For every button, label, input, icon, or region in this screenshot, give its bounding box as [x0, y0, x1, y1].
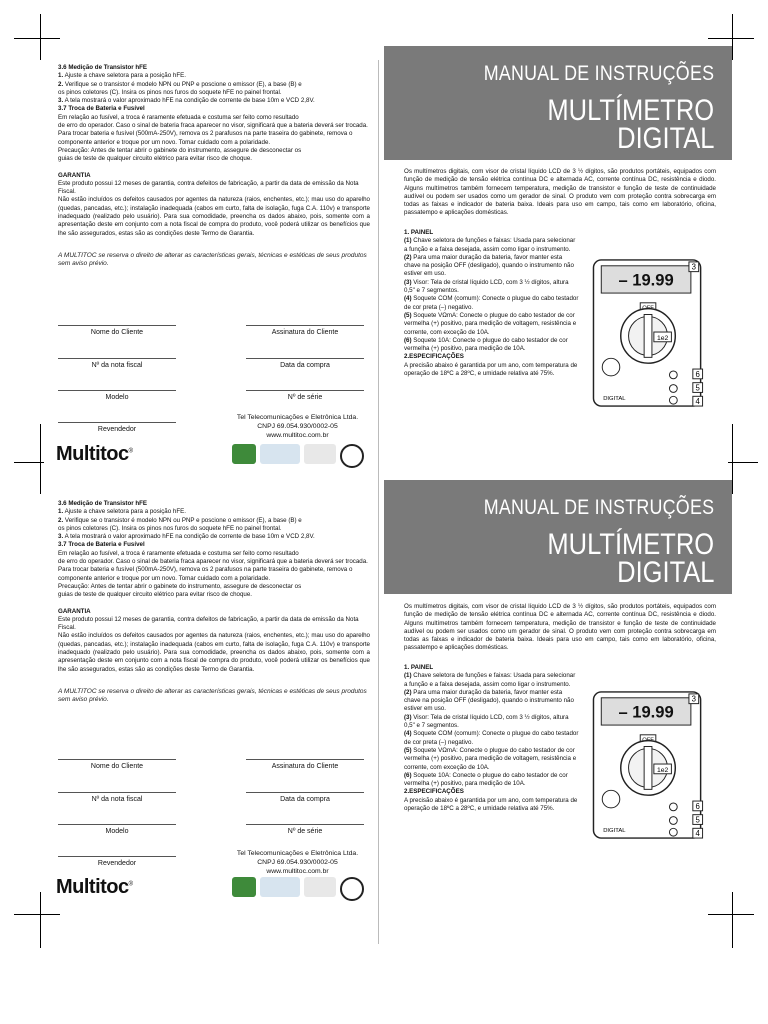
- company-site[interactable]: www.multitoc.com.br: [266, 432, 329, 439]
- crop-mark: [732, 892, 733, 948]
- field-modelo[interactable]: Modelo: [58, 824, 176, 835]
- callout-6: 6: [695, 369, 700, 379]
- battery-line: guias de teste de qualquer circuito elétrico para evitar risco de choque.: [58, 155, 252, 163]
- field-nome[interactable]: Nome do Cliente: [58, 759, 176, 770]
- panel-item: (5) Soquete VΩmA: Conecte o plugue do cabo testador de cor vermelha (+) positivo, para medição de voltagem, resistência e corrente, com exceção de 10A.: [404, 311, 577, 336]
- field-data[interactable]: Data da compra: [246, 792, 364, 803]
- intro-text: Os multímetros digitais, com visor de cristal líquido LCD de 3 ½ dígitos, são produtos portáteis, equipados com função de medição de tensão elétrica contínua DC e alternada AC, corrente contínua DC, resistência e diodo. Alguns multímetros também fornecem temperatura, medição de transistor e função de teste de continuidade audível ou podem ser usados como um gerador de sinal. O produto vem com proteção contra sobrecarga em todas as faixas e indicador de bateria baixa. Ideais para uso em campo, tais como em laboratório, oficina, passatempo e aplicações domésticas.: [404, 168, 716, 217]
- title-block: [384, 480, 732, 594]
- battery-line: Para trocar bateria e fusível (500mA-250V), remova os 2 parafusos na parte traseira do gabinete, remova o: [58, 566, 353, 574]
- transistor-step: 3. A tela mostrará o valor aproximado hFE na condição de corrente de base 10m e VCD 2,8V.: [58, 97, 315, 105]
- callout-1e2: 1e2: [656, 766, 669, 774]
- transistor-step: os pinos coletores (C). Insira os pinos nos furos do soquete hFE no painel frontal.: [58, 524, 282, 532]
- title-block: [384, 46, 732, 160]
- company-name: Tel Telecomunicações e Eletrônica Ltda.: [236, 414, 359, 421]
- battery-line: Em relação ao fusível, a troca é raramente efetuada e costuma ser feito como resultado: [58, 549, 299, 557]
- callout-3: 3: [691, 694, 696, 704]
- panel-item: (3) Visor: Tela de cristal líquido LCD, com 3 ½ dígitos, altura 0,5" e 7 segmentos.: [404, 278, 569, 295]
- disclaimer-note: A MULTITOC se reserva o direito de alterar as características gerais, técnicas e estéticas de seus produtos sem aviso prévio.: [58, 687, 367, 704]
- field-data[interactable]: Data da compra: [246, 358, 364, 369]
- product-title-line2: DIGITAL: [616, 556, 714, 589]
- panel-item: (6) Soquete 10A: Conecte o plugue do cabo testador de cor vermelha (+) positivo, para medição de 10A.: [404, 771, 568, 788]
- battery-title: 3.7 Troca de Bateria e Fusível: [58, 541, 145, 549]
- callout-4: 4: [695, 397, 700, 407]
- crop-mark: [14, 914, 60, 915]
- iso-seal-icon: [340, 877, 364, 901]
- field-nota[interactable]: Nº da nota fiscal: [58, 792, 176, 803]
- transistor-step: 1. Ajuste a chave seletora para a posição hFE.: [58, 72, 186, 80]
- battery-line: Precaução: Antes de tentar abrir o gabinete do instrumento, assegure de desconectar os: [58, 582, 302, 590]
- company-cnpj: CNPJ 69.054.930/0002-05: [257, 859, 338, 866]
- disclaimer-note: A MULTITOC se reserva o direito de alterar as características gerais, técnicas e estéticas de seus produtos sem aviso prévio.: [58, 251, 367, 268]
- panel-item: (3) Visor: Tela de cristal líquido LCD, com 3 ½ dígitos, altura 0,5" e 7 segmentos.: [404, 713, 569, 730]
- crop-mark: [708, 914, 754, 915]
- field-revendedor[interactable]: Revendedor: [58, 422, 176, 433]
- product-title-line1: MULTÍMETRO: [547, 528, 714, 561]
- partner-icon: [304, 877, 336, 897]
- field-nota[interactable]: Nº da nota fiscal: [58, 358, 176, 369]
- company-cnpj: CNPJ 69.054.930/0002-05: [257, 423, 338, 430]
- battery-line: componente anterior e troque por um novo. Tomar cuidado com a polaridade.: [58, 574, 271, 582]
- panel-item: (4) Soquete COM (comum): Conecte o plugue do cabo testador de cor preta (–) negativo.: [404, 730, 579, 746]
- warranty-line: Não estão incluídos os defeitos causados por agentes da natureza (raios, enchentes, etc.); mau uso do aparelho (quedas, pancadas, etc.); instalação inadequada (cabos em curto, falta de isolação, fuga C.A. 110v) e transporte inadequado (realizado pelo usuário). Para sua comodidade, preencha os dados abaixo, pois, somente com a apresentação deste em conjunto com a nota fiscal de compra do produto, você poderá utilizar os benefícios que lhe são assegurados, estas são as condições deste Termo de Garantia.: [58, 632, 370, 673]
- field-revendedor[interactable]: Revendedor: [58, 856, 176, 867]
- transistor-title: 3.6 Medição de Transistor hFE: [58, 64, 148, 71]
- battery-line: guias de teste de qualquer circuito elétrico para evitar risco de choque.: [58, 591, 252, 599]
- warranty-line: Não estão incluídos os defeitos causados por agentes da natureza (raios, enchentes, etc.); mau uso do aparelho (quedas, pancadas, etc.); instalação inadequada (cabos em curto, falta de isolação, fuga C.A. 110v) e transporte inadequado (realizado pelo usuário). Para sua comodidade, preencha os dados abaixo, pois, somente com a apresentação deste em conjunto com a nota fiscal de compra do produto, você poderá utilizar os benefícios que lhe são assegurados, estas são as condições deste Termo de Garantia.: [58, 196, 370, 237]
- battery-line: Em relação ao fusível, a troca é raramente efetuada e costuma ser feito como resultado: [58, 113, 299, 121]
- transistor-step: 2. Verifique se o transistor é modelo NPN ou PNP e poscione o emissor (E), a base (B) e: [58, 516, 302, 524]
- company-name: Tel Telecomunicações e Eletrônica Ltda.: [236, 850, 359, 857]
- transistor-step: 3. A tela mostrará o valor aproximado hFE na condição de corrente de base 10m e VCD 2,8V.: [58, 533, 315, 541]
- spec-title: 2.ESPECIFICAÇÕES: [404, 788, 464, 796]
- manual-panel-top: [0, 0, 768, 465]
- field-modelo[interactable]: Modelo: [58, 390, 176, 401]
- manual-title: MANUAL DE INSTRUÇÕES: [483, 62, 714, 85]
- battery-line: de erro do operador. Caso o sinal de bateria fraca aparecer no visor, significará que a bateria deverá ser trocada.: [58, 558, 368, 566]
- panel-item: (1) Chave seletora de funções e faixas: Usada para selecionar a função e a faixa desejada, assim como ligar o instrumento.: [404, 672, 576, 688]
- warranty-title: GARANTIA: [58, 607, 91, 615]
- transistor-step: 2. Verifique se o transistor é modelo NPN ou PNP e poscione o emissor (E), a base (B) e: [58, 80, 302, 88]
- field-assinatura[interactable]: Assinatura do Cliente: [246, 759, 364, 770]
- battery-line: Para trocar bateria e fusível (500mA-250V), remova os 2 parafusos na parte traseira do gabinete, remova o: [58, 130, 353, 138]
- warranty-line: Este produto possui 12 meses de garantia, contra defeitos de fabricação, a partir da data de emissão da Nota Fiscal.: [58, 179, 359, 196]
- certification-logos: [232, 877, 372, 899]
- panel-item: (6) Soquete 10A: Conecte o plugue do cabo testador de cor vermelha (+) positivo, para medição de 10A.: [404, 336, 568, 353]
- green-seal-icon: [232, 877, 256, 897]
- spec-title: 2.ESPECIFICAÇÕES: [404, 353, 464, 361]
- panel-item: (4) Soquete COM (comum): Conecte o plugue do cabo testador de cor preta (–) negativo.: [404, 295, 579, 311]
- callout-4: 4: [695, 829, 700, 839]
- panel-item: (1) Chave seletora de funções e faixas: Usada para selecionar a função e a faixa desejada, assim como ligar o instrumento.: [404, 237, 576, 253]
- battery-line: componente anterior e troque por um novo. Tomar cuidado com a polaridade.: [58, 138, 271, 146]
- model-label: DIGITAL: [603, 396, 626, 403]
- callout-5: 5: [695, 383, 700, 393]
- transistor-title: 3.6 Medição de Transistor hFE: [58, 500, 148, 507]
- multimeter-diagram: [590, 690, 708, 840]
- spec-text: A precisão abaixo é garantida por um ano, com temperatura de operação de 18ºC a 28ºC, e umidade relativa até 75%.: [404, 361, 578, 378]
- lcd-display: – 19.99: [618, 270, 674, 290]
- panel-title: 1. PAINEL: [404, 229, 434, 236]
- panel-description: [404, 229, 580, 378]
- manual-panel-bottom: [0, 436, 768, 898]
- multimeter-diagram: [590, 258, 708, 408]
- transistor-step: os pinos coletores (C). Insira os pinos nos furos do soquete hFE no painel frontal.: [58, 88, 282, 96]
- company-site[interactable]: www.multitoc.com.br: [266, 868, 329, 875]
- panel-description: [404, 664, 580, 813]
- callout-5: 5: [695, 815, 700, 825]
- transistor-step: 1. Ajuste a chave seletora para a posição hFE.: [58, 508, 186, 516]
- multitoc-logo: Multitoc®: [56, 876, 133, 898]
- lcd-display: – 19.99: [618, 702, 674, 722]
- warranty-line: Este produto possui 12 meses de garantia, contra defeitos de fabricação, a partir da data de emissão da Nota Fiscal.: [58, 615, 359, 632]
- callout-6: 6: [695, 801, 700, 811]
- crop-mark: [40, 892, 41, 948]
- field-serie[interactable]: Nº de série: [246, 824, 364, 835]
- callout-1e2: 1e2: [656, 334, 669, 342]
- field-nome[interactable]: Nome do Cliente: [58, 325, 176, 336]
- model-label: DIGITAL: [603, 828, 626, 835]
- panel-item: (5) Soquete VΩmA: Conecte o plugue do cabo testador de cor vermelha (+) positivo, para medição de voltagem, resistência e corrente, com exceção de 10A.: [404, 746, 577, 771]
- field-assinatura[interactable]: Assinatura do Cliente: [246, 325, 364, 336]
- battery-line: de erro do operador. Caso o sinal de bateria fraca aparecer no visor, significará que a bateria deverá ser trocada.: [58, 122, 368, 130]
- battery-title: 3.7 Troca de Bateria e Fusível: [58, 105, 145, 113]
- verde-azul-icon: [260, 877, 300, 897]
- panel-item: (2) Para uma maior duração da bateria, favor manter esta chave na posição OFF (desligado), quando o instrumento não estiver em uso.: [404, 688, 574, 713]
- product-title-line1: MULTÍMETRO: [547, 94, 714, 127]
- spec-text: A precisão abaixo é garantida por um ano, com temperatura de operação de 18ºC a 28ºC, e umidade relativa até 75%.: [404, 796, 578, 813]
- panel-item: (2) Para uma maior duração da bateria, favor manter esta chave na posição OFF (desligado), quando o instrumento não estiver em uso.: [404, 253, 574, 278]
- company-info: [225, 849, 370, 876]
- battery-line: Precaução: Antes de tentar abrir o gabinete do instrumento, assegure de desconectar os: [58, 146, 302, 154]
- left-column: [58, 500, 370, 705]
- field-serie[interactable]: Nº de série: [246, 390, 364, 401]
- manual-title: MANUAL DE INSTRUÇÕES: [483, 496, 714, 519]
- product-title-line2: DIGITAL: [616, 122, 714, 155]
- left-column: [58, 64, 370, 269]
- panel-title: 1. PAINEL: [404, 664, 434, 671]
- multitoc-logo: Multitoc®: [56, 443, 133, 465]
- intro-text: Os multímetros digitais, com visor de cristal líquido LCD de 3 ½ dígitos, são produtos portáteis, equipados com função de medição de tensão elétrica contínua DC e alternada AC, corrente contínua DC, resistência e diodo. Alguns multímetros também fornecem temperatura, medição de transistor e função de teste de continuidade audível ou podem ser usados como um gerador de sinal. O produto vem com proteção contra sobrecarga em todas as faixas e indicador de bateria baixa. Ideais para uso em campo, tais como em laboratório, oficina, passatempo e aplicações domésticas.: [404, 603, 716, 652]
- warranty-title: GARANTIA: [58, 171, 91, 179]
- callout-3: 3: [691, 262, 696, 272]
